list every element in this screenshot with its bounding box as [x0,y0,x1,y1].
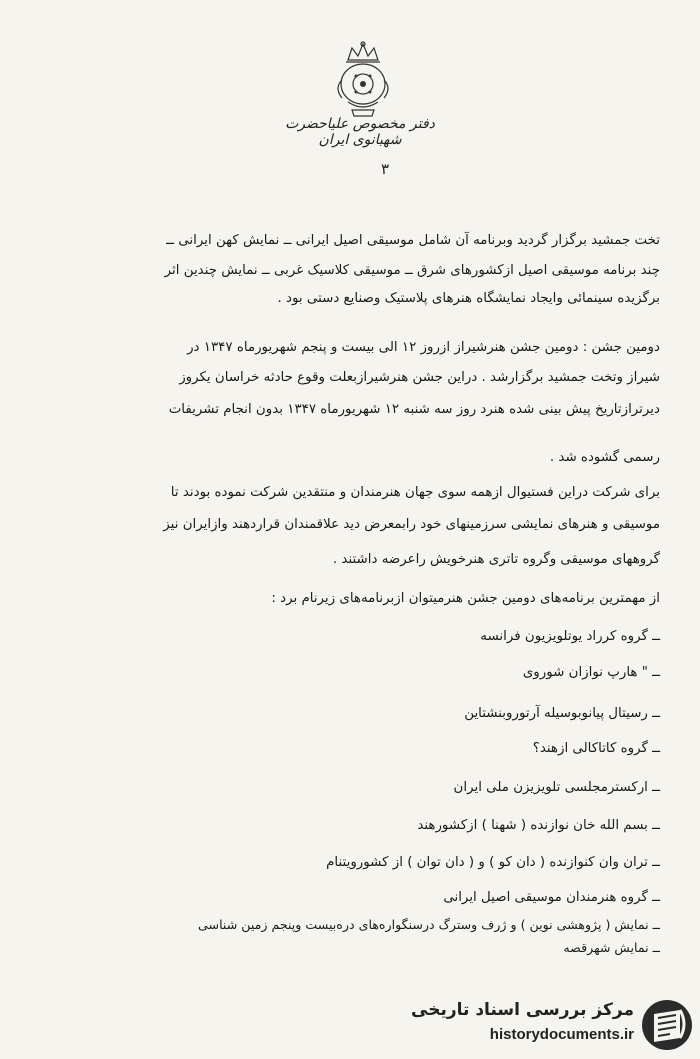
list-item: ــ رسیتال پیانوبوسیله آرتوروبنشتاین [464,706,660,721]
page-number: ۳ [380,160,390,178]
paragraph-line: دیرترازتاریخ پیش بینی شده هنرد روز سه شنبه ۱۲ شهریورماه ۱۳۴۷ بدون انجام تشریفات [168,402,660,417]
list-item: ــ نمایش شهرقصه [563,940,660,955]
paragraph-line: موسیقی و هنرهای نمایشی سرزمینهای خود رابمعرض دید علاقمندان قراردهند وازایران نیز [163,517,660,532]
list-item: ــ گروه کرراد یوتلویزیون فرانسه [480,629,660,644]
office-heading: دفتر مخصوص علیاحضرت شهبانوی ایران [285,116,435,148]
list-item: ــ " هارپ نوازان شوروی [522,665,660,680]
paragraph-line: برگزیده سینمائی وایجاد نمایشگاه هنرهای پلاستیک وصنایع دستی بود . [277,291,660,306]
paragraph-line: چند برنامه موسیقی اصیل ازکشورهای شرق ــ موسیقی کلاسیک غربی ــ نمایش چندین اثر [164,263,660,278]
paragraph-line: دومین جشن : دومین جشن هنرشیراز ازروز ۱۲ الی بیست و پنجم شهریورماه ۱۳۴۷ در [187,340,660,355]
paragraph-line: رسمی گشوده شد . [549,450,660,465]
list-item: ــ گروه هنرمندان موسیقی اصیل ایرانی [443,890,660,905]
list-item: ــ نمایش ( پژوهشی نوین ) و ژرف وسترگ درسنگواره‌های دره‌بیست وپنجم زمین شناسی [198,917,660,932]
list-item: ــ ارکسترمجلسی تلویزیزن ملی ایران [453,780,660,795]
watermark-title: مرکز بررسی اسناد تاریخی [411,1000,634,1020]
list-item: ــ تران وان کنوازنده ( دان کو ) و ( دان توان ) از کشورویتنام [326,855,660,870]
paragraph-line: از مهمترین برنامه‌های دومین جشن هنرمیتوان ازبرنامه‌های زیرنام برد : [271,591,660,606]
list-item: ــ گروه کاتاکالی ازهند؟ [532,741,660,756]
list-item: ــ بسم الله خان نوازنده ( شهنا ) ازکشورهند [417,818,660,833]
paragraph-line: برای شرکت دراین فستیوال ازهمه سوی جهان هنرمندان و منتقدین شرکت نموده بودند تا [170,485,660,500]
paragraph-line: گروههای موسیقی وگروه تاتری هنرخویش راعرضه داشتند . [332,552,660,567]
paragraph-line: شیراز وتخت جمشید برگزارشد . دراین جشن هنرشیرازبعلت وقوع حادثه خراسان یکروز [179,370,660,385]
archive-logo-icon [640,998,694,1052]
watermark-url: historydocuments.ir [489,1026,634,1043]
archive-watermark [404,992,700,1059]
paragraph-line: تخت جمشید برگزار گردید وبرنامه آن شامل موسیقی اصیل ایرانی ــ نمایش کهن ایرانی ــ [166,233,660,248]
